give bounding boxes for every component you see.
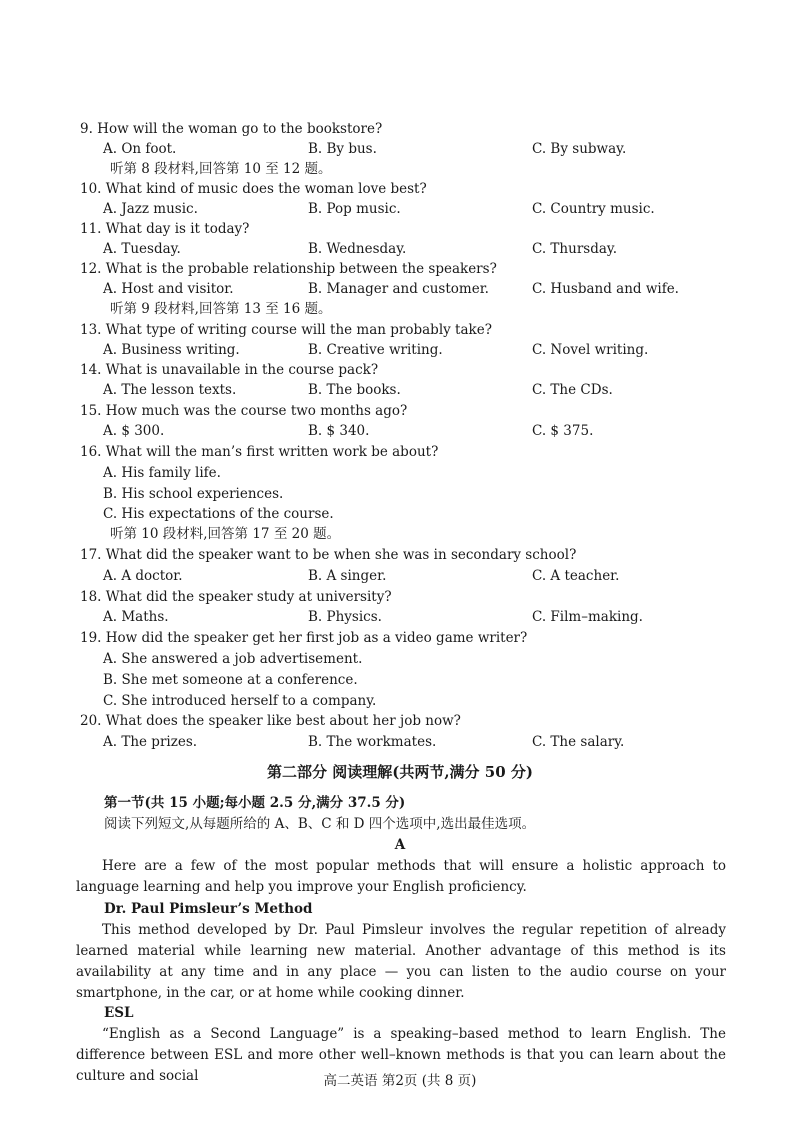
passage-intro	[76, 856, 726, 898]
q14-option-a: A. The lesson texts.	[103, 382, 237, 398]
question-19: 19. How did the speaker get her first job as a video game writer?	[80, 630, 528, 646]
q15-option-b: B. $ 340.	[308, 423, 370, 439]
q20-option-b: B. The workmates.	[308, 734, 437, 750]
q15-option-a: A. $ 300.	[103, 423, 165, 439]
q18-option-a: A. Maths.	[103, 609, 169, 625]
esl-paragraph: “English as a Second Language” is a speaking–based method to learn English. The difference between ESL and more other well–known methods is that you can learn about the culture and social	[76, 1026, 726, 1084]
section-one-title: 第一节(共 15 小题;每小题 2.5 分,满分 37.5 分)	[104, 795, 406, 811]
question-12: 12. What is the probable relationship between the speakers?	[80, 261, 497, 277]
question-11: 11. What day is it today?	[80, 221, 250, 237]
q20-option-a: A. The prizes.	[103, 734, 198, 750]
section-one-instruction: 阅读下列短文,从每题所给的 A、B、C 和 D 四个选项中,选出最佳选项。	[104, 816, 536, 832]
q14-option-c: C. The CDs.	[532, 382, 613, 398]
q19-option-a: A. She answered a job advertisement.	[103, 651, 363, 667]
question-17: 17. What did the speaker want to be when she was in secondary school?	[80, 547, 577, 563]
instruction-section-8: 听第 8 段材料,回答第 10 至 12 题。	[110, 161, 332, 177]
pimsleur-paragraph: This method developed by Dr. Paul Pimsleur involves the regular repetition of already learned material while learning new material. Another advantage of this method is its availability at any time and in any place — you can listen to the audio course on your smartphone, in the car, or at home while cooking dinner.	[76, 922, 726, 1001]
question-16: 16. What will the man’s first written work be about?	[80, 444, 439, 460]
part-two-title: 第二部分 阅读理解(共两节,满分 50 分)	[267, 763, 533, 781]
q10-option-c: C. Country music.	[532, 201, 655, 217]
q16-option-a: A. His family life.	[103, 465, 221, 481]
question-15: 15. How much was the course two months ago?	[80, 403, 408, 419]
q10-option-b: B. Pop music.	[308, 201, 401, 217]
question-14: 14. What is unavailable in the course pack?	[80, 362, 379, 378]
passage-label: A	[394, 837, 406, 853]
q12-option-c: C. Husband and wife.	[532, 281, 679, 297]
q19-option-b: B. She met someone at a conference.	[103, 672, 358, 688]
q16-option-b: B. His school experiences.	[103, 486, 284, 502]
question-18: 18. What did the speaker study at university?	[80, 589, 392, 605]
q18-option-c: C. Film–making.	[532, 609, 643, 625]
instruction-section-9: 听第 9 段材料,回答第 13 至 16 题。	[110, 301, 332, 317]
q13-option-a: A. Business writing.	[103, 342, 240, 358]
q12-option-b: B. Manager and customer.	[308, 281, 489, 297]
q13-option-c: C. Novel writing.	[532, 342, 649, 358]
q9-option-c: C. By subway.	[532, 141, 627, 157]
q17-option-a: A. A doctor.	[103, 568, 183, 584]
q11-option-c: C. Thursday.	[532, 241, 618, 257]
passage-pimsleur	[76, 920, 726, 1004]
q14-option-b: B. The books.	[308, 382, 401, 398]
q18-option-b: B. Physics.	[308, 609, 382, 625]
q17-option-b: B. A singer.	[308, 568, 387, 584]
q19-option-c: C. She introduced herself to a company.	[103, 693, 377, 709]
heading-pimsleur: Dr. Paul Pimsleur’s Method	[104, 901, 313, 917]
q17-option-c: C. A teacher.	[532, 568, 620, 584]
heading-esl: ESL	[104, 1005, 134, 1021]
q20-option-c: C. The salary.	[532, 734, 625, 750]
q12-option-a: A. Host and visitor.	[103, 281, 234, 297]
q9-option-b: B. By bus.	[308, 141, 377, 157]
q15-option-c: C. $ 375.	[532, 423, 594, 439]
q11-option-a: A. Tuesday.	[103, 241, 181, 257]
q11-option-b: B. Wednesday.	[308, 241, 407, 257]
instruction-section-10: 听第 10 段材料,回答第 17 至 20 题。	[110, 526, 341, 542]
q9-option-a: A. On foot.	[103, 141, 177, 157]
question-13: 13. What type of writing course will the man probably take?	[80, 322, 492, 338]
question-10: 10. What kind of music does the woman love best?	[80, 181, 427, 197]
question-9: 9. How will the woman go to the bookstore?	[80, 121, 383, 137]
page-footer: 高二英语 第2页 (共 8 页)	[323, 1073, 477, 1089]
q13-option-b: B. Creative writing.	[308, 342, 443, 358]
q10-option-a: A. Jazz music.	[103, 201, 198, 217]
q16-option-c: C. His expectations of the course.	[103, 506, 334, 522]
question-20: 20. What does the speaker like best about her job now?	[80, 713, 461, 729]
intro-paragraph: Here are a few of the most popular methods that will ensure a holistic approach to language learning and help you improve your English proficiency.	[76, 858, 726, 895]
